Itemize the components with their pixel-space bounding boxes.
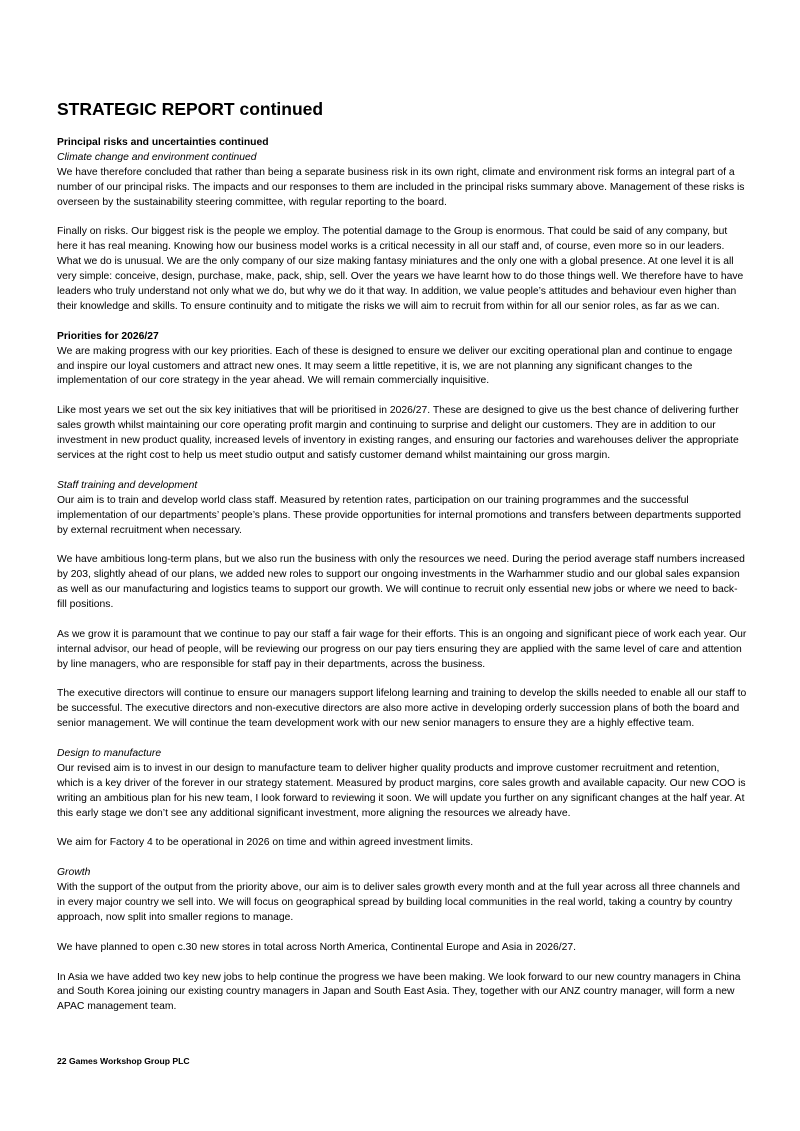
section-priorities bbox=[57, 330, 747, 464]
section-growth bbox=[57, 866, 747, 1015]
paragraph: As we grow it is paramount that we continue to pay our staff a fair wage for their efforts. This is an ongoing and significant piece of work each year. Our internal advisor, our head of people, will be reviewing our progress on our pay tiers ensuring they are applied with the same level of care and attention by line managers, who are responsible for staff pay in their departments, across the business. bbox=[57, 628, 747, 670]
report-page bbox=[57, 98, 747, 1015]
page-title: STRATEGIC REPORT continued bbox=[57, 99, 324, 119]
paragraph: In Asia we have added two key new jobs to help continue the progress we have been making. We look forward to our new country managers in China and South Korea joining our existing country managers in Japan and South East Asia. They, together with our ANZ country manager, will form a new APAC management team. bbox=[57, 971, 741, 1013]
paragraph: With the support of the output from the priority above, our aim is to deliver sales growth every month and at the full year across all three channels and in every major country we sell into. We will focus on geographical spread by building local communities in the real world, taking a country by country approach, now split into smaller regions to manage. bbox=[57, 882, 741, 923]
section-design-to-manufacture bbox=[57, 747, 747, 851]
paragraph: We have therefore concluded that rather than being a separate business risk in its own right, climate and environment risk forms an integral part of a number of our principal risks. The impacts and our responses to them are included in the principal risks summary above. Management of these risks is overseen by the sustainability steering committee, with regular reporting to the board. bbox=[57, 166, 745, 208]
paragraph: We have planned to open c.30 new stores in total across North America, Continental Europe and Asia in 2026/27. bbox=[57, 941, 577, 953]
paragraph: We aim for Factory 4 to be operational in 2026 on time and within agreed investment limits. bbox=[57, 837, 474, 849]
paragraph: Our revised aim is to invest in our design to manufacture team to deliver higher quality products and improve customer recruitment and retention, which is a key driver of the forever in our strategy statement. Measured by product margins, core sales growth and available capacity. Our new COO is writing an ambitious plan for his new team, I look forward to reviewing it soon. We will update you further on any significant changes at the half year. At this early stage we don’t see any additional significant investment, more aligning the resources we already have. bbox=[57, 762, 746, 819]
paragraph: The executive directors will continue to ensure our managers support lifelong learning and training to develop the skills needed to enable all our staff to be successful. The executive directors and non-executive directors are also more active in developing orderly succession plans of both the board and senior management. We will continue the team development work with our new senior managers to ensure they are a highly effective team. bbox=[57, 688, 747, 730]
page-footer: 22 Games Workshop Group PLC bbox=[57, 1056, 190, 1066]
paragraph: Our aim is to train and develop world class staff. Measured by retention rates, participation on our training programmes and the successful implementation of our departments’ people’s plans. These provide opportunities for internal promotions and transfers between departments supported by external recruitment when necessary. bbox=[57, 494, 742, 536]
section-heading: Priorities for 2026/27 bbox=[57, 330, 159, 342]
section-principal-risks bbox=[57, 136, 747, 315]
paragraph: Finally on risks. Our biggest risk is the people we employ. The potential damage to the Group is enormous. That could be said of any company, but here it has real meaning. Knowing how our business model works is a critical necessity in all our staff and, of course, even more so in our leaders. What we do is unusual. We are the only company of our size making fantasy miniatures and the only one with a global presence. At one level it is all very simple: conceive, design, purchase, make, pack, ship, sell. Over the years we have learnt how to do those things well. We therefore have to have leaders who truly understand not only what we do, but why we do it that way. In addition, we value people’s attitudes and behaviour even higher than their knowledge and skills. To ensure continuity and to mitigate the risks we will aim to recruit from within for all our senior roles, as far as we can. bbox=[57, 226, 744, 312]
subsection-heading: Growth bbox=[57, 867, 91, 879]
paragraph: Like most years we set out the six key initiatives that will be prioritised in 2026/27. These are designed to give us the best chance of delivering further sales growth whilst maintaining our core operating profit margin and continuing to surprise and delight our customers. They are in addition to our investment in new product quality, increased levels of inventory in existing ranges, and ensuring our factories and warehouses deliver the appropriate services at the right cost to help us meet studio output and satisfy customer demand whilst maintaining our gross margin. bbox=[57, 405, 739, 461]
paragraph: We are making progress with our key priorities. Each of these is designed to ensure we deliver our exciting operational plan and continue to engage and inspire our loyal customers and attract new ones. It may seem a little repetitive, it is, we are not planning any significant changes to the implementation of our core strategy in the year ahead. We will remain commercially inquisitive. bbox=[57, 345, 733, 387]
subsection-heading: Staff training and development bbox=[57, 479, 198, 491]
section-heading: Principal risks and uncertainties continued bbox=[57, 137, 269, 148]
paragraph: We have ambitious long-term plans, but we also run the business with only the resources we need. During the period average staff numbers increased by 203, slightly ahead of our plans, we added new roles to support our ongoing investments in the Warhammer studio and our global sales expansion as well as our manufacturing and logistics teams to support our growth. We will continue to recruit only essential new jobs or where we need to back-fill positions. bbox=[57, 554, 745, 611]
subsection-heading: Climate change and environment continued bbox=[57, 151, 257, 163]
section-staff-training bbox=[57, 479, 747, 732]
subsection-heading: Design to manufacture bbox=[57, 748, 162, 760]
